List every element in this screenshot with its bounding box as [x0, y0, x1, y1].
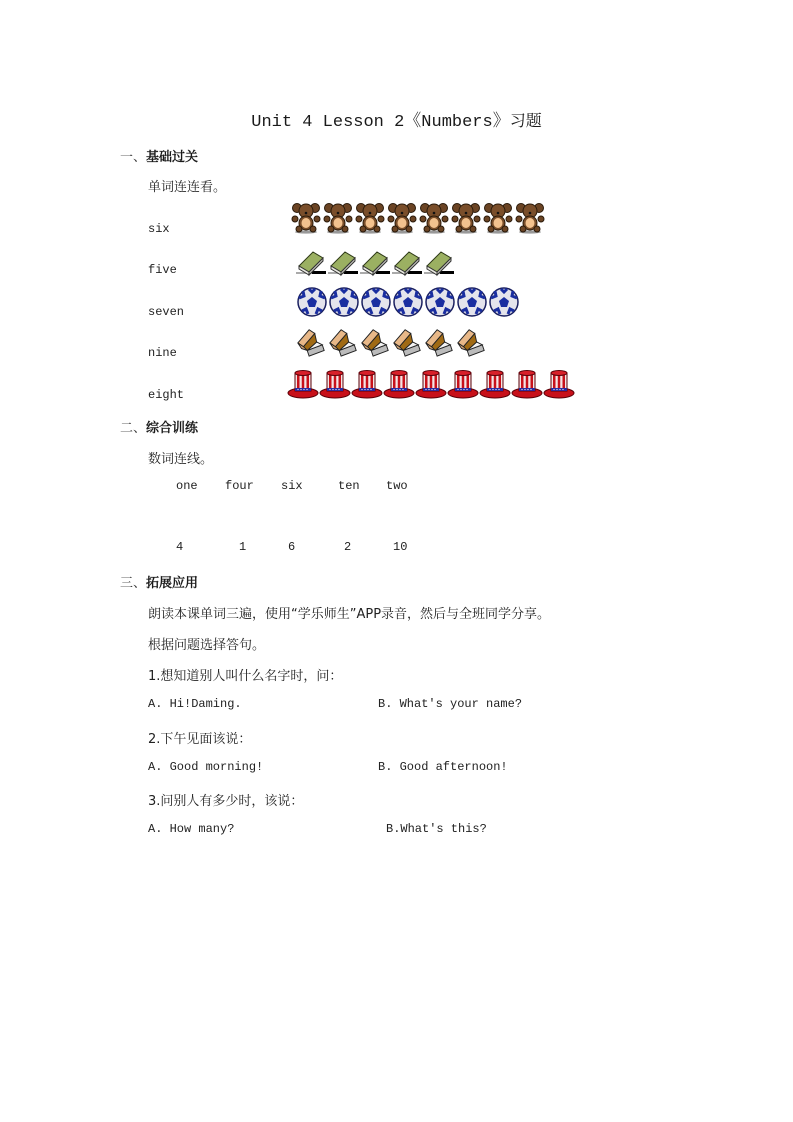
pencil-box-icon	[391, 326, 423, 358]
eraser-icon	[392, 246, 424, 278]
match-number: 2	[344, 540, 352, 554]
option-a: A. Hi!Daming.	[148, 697, 242, 711]
word-label: five	[148, 263, 177, 277]
picture-row-erasers	[296, 246, 456, 278]
title-suffix: 习题	[509, 111, 542, 130]
word-label: nine	[148, 346, 177, 360]
top-hat-icon	[319, 368, 351, 400]
match-word: two	[386, 479, 408, 493]
pencil-box-icon	[423, 326, 455, 358]
match-word: one	[176, 479, 198, 493]
picture-row-top-hats	[287, 368, 575, 400]
soccer-ball-icon	[392, 286, 424, 318]
question-prompt: 1.想知道别人叫什么名字时，问：	[148, 669, 343, 684]
top-hat-icon	[479, 368, 511, 400]
pencil-box-icon	[327, 326, 359, 358]
eraser-icon	[328, 246, 360, 278]
option-b: B. Good afternoon!	[378, 760, 508, 774]
word-label: seven	[148, 305, 185, 319]
match-word: four	[225, 479, 254, 493]
teddy-bear-icon	[514, 202, 546, 234]
page-title	[0, 106, 793, 132]
teddy-bear-icon	[482, 202, 514, 234]
soccer-ball-icon	[488, 286, 520, 318]
pencil-box-icon	[295, 326, 327, 358]
teddy-bear-icon	[418, 202, 450, 234]
soccer-ball-icon	[296, 286, 328, 318]
teddy-bear-icon	[322, 202, 354, 234]
top-hat-icon	[447, 368, 479, 400]
soccer-ball-icon	[424, 286, 456, 318]
match-number: 6	[288, 540, 296, 554]
match-number: 1	[239, 540, 247, 554]
section-2-instruction: 数词连线。	[148, 452, 214, 467]
top-hat-icon	[511, 368, 543, 400]
option-b: B. What's your name?	[378, 697, 523, 711]
top-hat-icon	[351, 368, 383, 400]
eraser-icon	[296, 246, 328, 278]
top-hat-icon	[287, 368, 319, 400]
pencil-box-icon	[455, 326, 487, 358]
option-b: B.What's this?	[386, 822, 487, 836]
title-text: Unit 4 Lesson 2《Numbers》	[251, 113, 510, 132]
section-2-heading: 二、综合训练	[120, 421, 199, 436]
word-label: eight	[148, 388, 185, 402]
option-a: A. How many?	[148, 822, 235, 836]
section-3-task-1: 朗读本课单词三遍，使用“学乐师生”APP录音，然后与全班同学分享。	[148, 607, 551, 622]
word-label: six	[148, 222, 170, 236]
top-hat-icon	[383, 368, 415, 400]
top-hat-icon	[543, 368, 575, 400]
soccer-ball-icon	[456, 286, 488, 318]
eraser-icon	[424, 246, 456, 278]
section-3-task-2: 根据问题选择答句。	[148, 638, 266, 653]
question-prompt: 3.问别人有多少时，该说：	[148, 794, 304, 809]
section-3-heading: 三、拓展应用	[120, 576, 199, 591]
eraser-icon	[360, 246, 392, 278]
section-1-heading: 一、基础过关	[120, 150, 199, 165]
teddy-bear-icon	[354, 202, 386, 234]
soccer-ball-icon	[328, 286, 360, 318]
section-1-instruction: 单词连连看。	[148, 180, 227, 195]
top-hat-icon	[415, 368, 447, 400]
teddy-bear-icon	[386, 202, 418, 234]
match-word: six	[281, 479, 303, 493]
picture-row-soccer-balls	[296, 286, 520, 318]
picture-row-pencil-boxes	[295, 326, 487, 358]
option-a: A. Good morning!	[148, 760, 264, 774]
match-word: ten	[338, 479, 360, 493]
teddy-bear-icon	[290, 202, 322, 234]
pencil-box-icon	[359, 326, 391, 358]
soccer-ball-icon	[360, 286, 392, 318]
match-number: 4	[176, 540, 184, 554]
teddy-bear-icon	[450, 202, 482, 234]
question-prompt: 2.下午见面该说：	[148, 732, 252, 747]
picture-row-bears	[290, 202, 546, 234]
match-number: 10	[393, 540, 408, 554]
